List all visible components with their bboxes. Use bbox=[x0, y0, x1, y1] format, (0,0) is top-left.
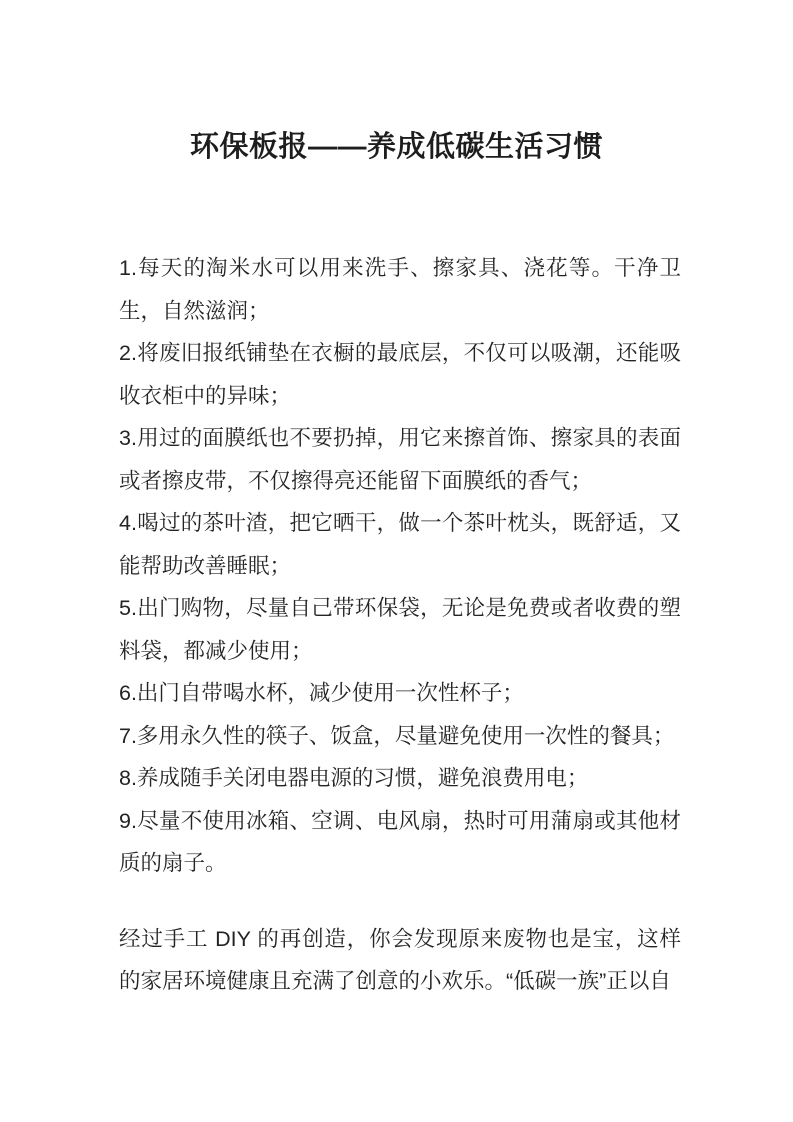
document-body bbox=[119, 247, 681, 1003]
list-item-1: 1.每天的淘米水可以用来洗手、擦家具、浇花等。干净卫生，自然滋润； bbox=[119, 256, 681, 323]
list-item-4: 4.喝过的茶叶渣，把它晒干，做一个茶叶枕头，既舒适，又能帮助改善睡眠； bbox=[119, 511, 681, 578]
list-item-8: 8.养成随手关闭电器电源的习惯，避免浪费用电； bbox=[119, 766, 589, 790]
document-title: 环保板报——养成低碳生活习惯 bbox=[189, 131, 603, 163]
list-item-7: 7.多用永久性的筷子、饭盒，尽量避免使用一次性的餐具； bbox=[119, 723, 675, 748]
list-item-5: 5.出门购物，尽量自己带环保袋，无论是免费或者收费的塑料袋，都减少使用； bbox=[119, 596, 681, 663]
list-item-3: 3.用过的面膜纸也不要扔掉，用它来擦首饰、擦家具的表面或者擦皮带，不仅擦得亮还能留下面膜纸的香气； bbox=[119, 426, 681, 493]
list-item-2: 2.将废旧报纸铺垫在衣橱的最底层，不仅可以吸潮，还能吸收衣柜中的异味； bbox=[119, 341, 681, 408]
list-item-6: 6.出门自带喝水杯，减少使用一次性杯子； bbox=[119, 681, 524, 705]
closing-paragraph: 经过手工 DIY 的再创造，你会发现原来废物也是宝，这样的家居环境健康且充满了创意的小欢乐。“低碳一族”正以自 bbox=[119, 926, 681, 993]
list-item-9: 9.尽量不使用冰箱、空调、电风扇，热时可用蒲扇或其他材质的扇子。 bbox=[119, 808, 681, 875]
